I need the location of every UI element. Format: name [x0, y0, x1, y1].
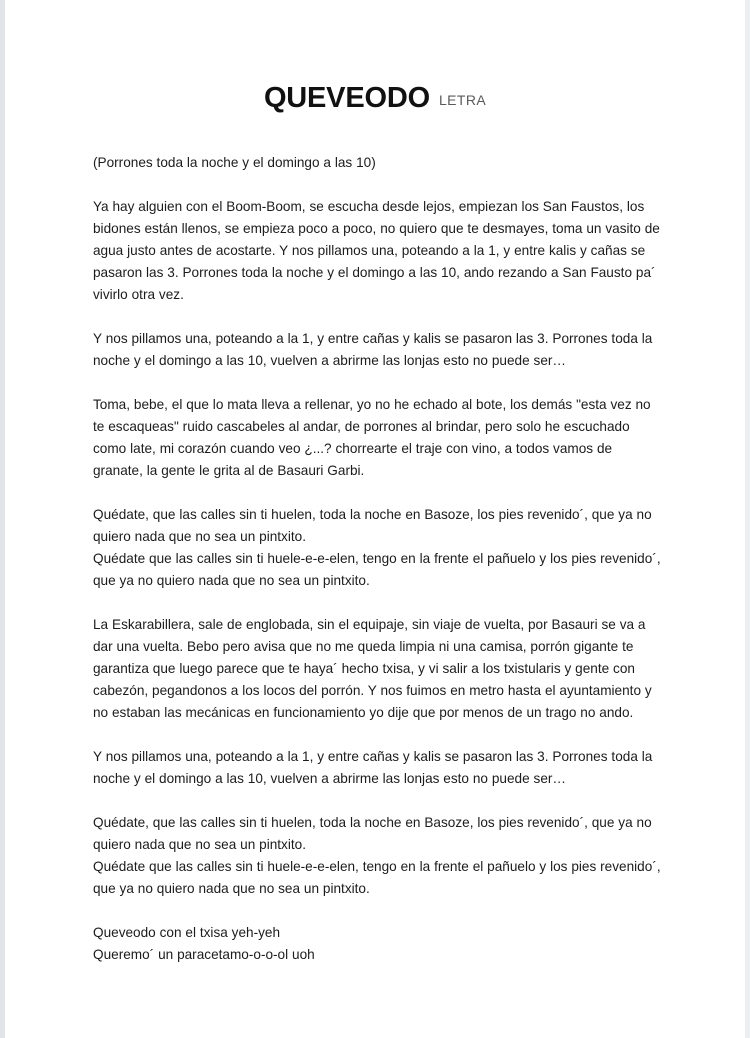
lyrics-paragraph-bridge-1 [93, 504, 663, 592]
title-suffix-letra: LETRA [438, 92, 487, 108]
lyrics-line: La Eskarabillera, sale de englobada, sin el equipaje, sin viaje de vuelta, por Basauri se va a dar una vuelta. Bebo pero avisa que no me queda limpia ni una camisa, porrón gigante te garantiza que luego parece que te haya´ hecho txisa, y vi salir a los txistularis y gente con cabezón, pegandonos a los locos del porrón. Y nos fuimos en metro hasta el ayuntamiento y no estaban las mecánicas en funcionamiento yo dije que por menos de un trago no ando. [93, 617, 652, 720]
lyrics-paragraph-verse-1 [93, 196, 663, 306]
lyrics-paragraph-chorus-2 [93, 746, 663, 790]
lyrics-body [93, 152, 663, 966]
lyrics-paragraph-bridge-2 [93, 812, 663, 900]
lyrics-paragraph-outro [93, 922, 663, 966]
lyrics-paragraph-chorus-1 [93, 328, 663, 372]
lyrics-line: (Porrones toda la noche y el domingo a las 10) [93, 155, 376, 170]
page-title [5, 82, 745, 115]
lyrics-line: Y nos pillamos una, poteando a la 1, y entre cañas y kalis se pasaron las 3. Porrones toda la noche y el domingo a las 10, vuelven a abrirme las lonjas esto no puede ser… [93, 749, 653, 786]
lyrics-line: Queremo´ un paracetamo-o-o-ol uoh [93, 947, 315, 962]
lyrics-paragraph-intro-parenthetical [93, 152, 663, 174]
lyrics-line: Toma, bebe, el que lo mata lleva a rellenar, yo no he echado al bote, los demás "esta vez no te escaqueas" ruido cascabeles al andar, de porrones al brindar, pero solo he escuchado como late, mi corazón cuando veo ¿...? chorrearte el traje con vino, a todos vamos de granate, la gente le grita al de Basauri Garbi. [93, 397, 651, 478]
lyrics-line: Quédate que las calles sin ti huele-e-e-elen, tengo en la frente el pañuelo y los pies revenido´, que ya no quiero nada que no sea un pintxito. [93, 551, 661, 588]
lyrics-paragraph-verse-2 [93, 394, 663, 482]
lyrics-line: Queveodo con el txisa yeh-yeh [93, 925, 281, 940]
song-title: QUEVEODO [263, 82, 430, 114]
lyrics-line: Quédate, que las calles sin ti huelen, toda la noche en Basoze, los pies revenido´, que ya no quiero nada que no sea un pintxito. [93, 507, 652, 544]
lyrics-paragraph-verse-3 [93, 614, 663, 724]
lyrics-line: Quédate que las calles sin ti huele-e-e-elen, tengo en la frente el pañuelo y los pies revenido´, que ya no quiero nada que no sea un pintxito. [93, 859, 661, 896]
lyrics-line: Y nos pillamos una, poteando a la 1, y entre cañas y kalis se pasaron las 3. Porrones toda la noche y el domingo a las 10, vuelven a abrirme las lonjas esto no puede ser… [93, 331, 653, 368]
lyrics-line: Ya hay alguien con el Boom-Boom, se escucha desde lejos, empiezan los San Faustos, los bidones están llenos, se empieza poco a poco, no quiero que te desmayes, toma un vasito de agua justo antes de acostarte. Y nos pillamos una, poteando a la 1, y entre kalis y cañas se pasaron las 3. Porrones toda la noche y el domingo a las 10, ando rezando a San Fausto pa´ vivirlo otra vez. [93, 199, 660, 302]
document-sheet [5, 0, 745, 1038]
lyrics-line: Quédate, que las calles sin ti huelen, toda la noche en Basoze, los pies revenido´, que ya no quiero nada que no sea un pintxito. [93, 815, 652, 852]
